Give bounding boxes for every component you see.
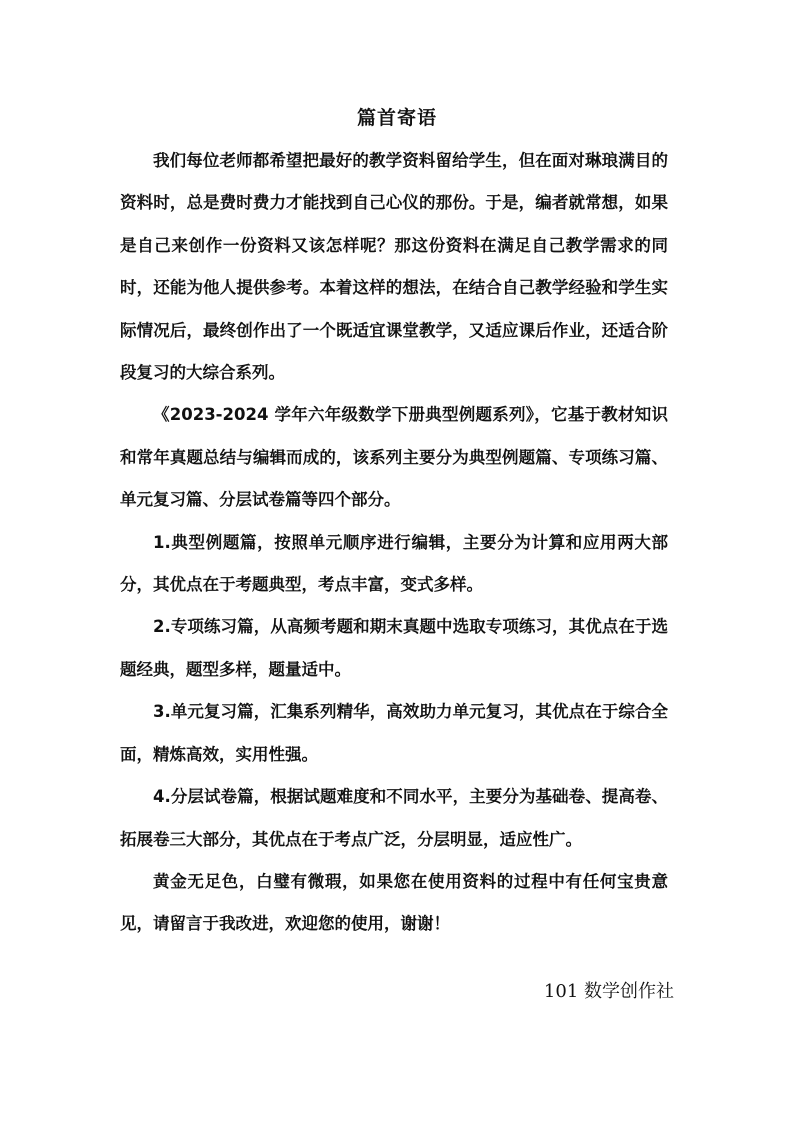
signature: 101 数学创作社 — [543, 981, 674, 1002]
paragraph-closing: 黄金无足色，白璧有微瑕，如果您在使用资料的过程中有任何宝贵意见，请留言于我改进，欢迎您的使用，谢谢！ — [120, 871, 668, 934]
paragraph-typical-examples: 1.典型例题篇，按照单元顺序进行编辑，主要分为计算和应用两大部分，其优点在于考题典型，考点丰富，变式多样。 — [120, 532, 668, 595]
paragraph-series-overview: 《2023-2024 学年六年级数学下册典型例题系列》，它基于教材知识和常年真题总结与编辑而成的，该系列主要分为典型例题篇、专项练习篇、单元复习篇、分层试卷篇等四个部分。 — [120, 405, 668, 510]
document-body — [120, 140, 668, 946]
document-title: 篇首寄语 — [356, 107, 437, 129]
paragraph-tiered-tests: 4.分层试卷篇，根据试题难度和不同水平，主要分为基础卷、提高卷、拓展卷三大部分，其优点在于考点广泛，分层明显，适应性广。 — [120, 787, 668, 849]
paragraph-unit-review: 3.单元复习篇，汇集系列精华，高效助力单元复习，其优点在于综合全面，精炼高效，实用性强。 — [120, 702, 668, 764]
paragraph-intro: 我们每位老师都希望把最好的教学资料留给学生，但在面对琳琅满目的资料时，总是费时费力才能找到自己心仪的那份。于是，编者就常想，如果是自己来创作一份资料又该怎样呢？那这份资料在满足自己教学需求的同时，还能为他人提供参考。本着这样的想法，在结合自己教学经验和学生实际情况后，最终创作出了一个既适宜课堂教学，又适应课后作业，还适合阶段复习的大综合系列。 — [120, 151, 668, 383]
paragraph-special-practice: 2.专项练习篇，从高频考题和期末真题中选取专项练习，其优点在于选题经典，题型多样，题量适中。 — [120, 617, 668, 679]
